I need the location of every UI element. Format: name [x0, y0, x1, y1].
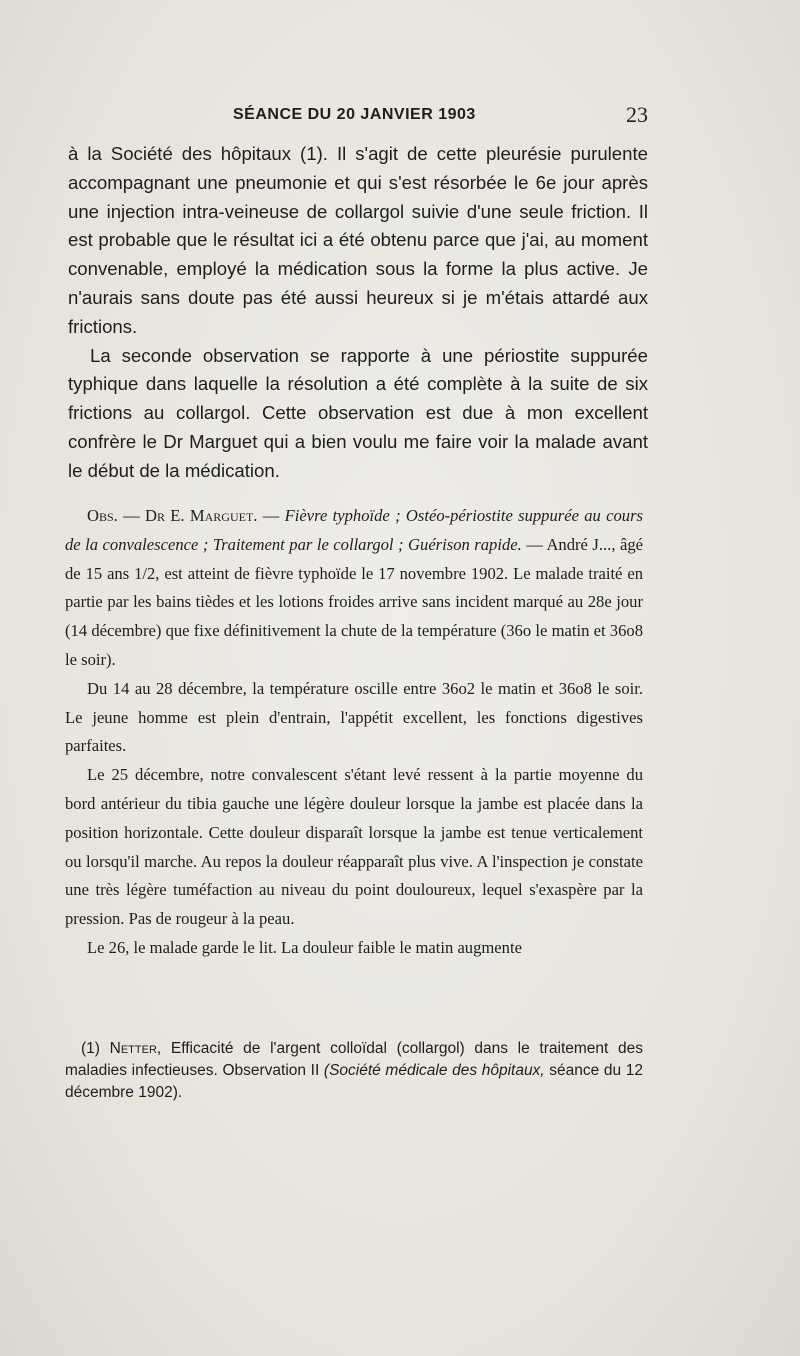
obs-label: Obs.	[87, 506, 118, 525]
footnote	[65, 1038, 643, 1104]
paragraph: à la Société des hôpitaux (1). Il s'agit de cette pleurésie purulente accompagnant une pneumonie et qui s'est résorbée le 6e jour après une injection intra-veineuse de collargol suivie d'une seule friction. Il est probable que le résultat ici a été obtenu parce que j'ai, au moment convenable, employé la médication sous la forme la plus active. Je n'aurais sans doute pas été aussi heureux si je m'étais attardé aux frictions.	[68, 143, 648, 337]
paragraph: Le 26, le malade garde le lit. La douleur faible le matin augmente	[87, 937, 522, 957]
page-number: 23	[626, 102, 648, 127]
running-header	[68, 100, 648, 130]
obs-author: Dr E. Marguet.	[145, 506, 258, 525]
paragraph: Le 25 décembre, notre convalescent s'étant levé ressent à la partie moyenne du bord antérieur du tibia gauche une légère douleur lorsque la jambe est placée dans la position horizontale. Cette douleur disparaît lorsque la jambe est tenue verticalement ou lorsqu'il marche. Au repos la douleur réapparaît plus vive. A l'inspection je constate une très légère tuméfaction au niveau du point douloureux, lequel s'exaspère par la pression. Pas de rougeur à la peau.	[65, 765, 643, 929]
footnote-author: Netter,	[109, 1040, 162, 1057]
footnote-end: séance du 12 décembre 1902).	[65, 1062, 643, 1101]
footnote-paragraph	[65, 1038, 643, 1104]
observation-section	[65, 502, 643, 963]
footnote-marker: (1)	[81, 1040, 100, 1057]
paragraph: La seconde observation se rapporte à une périostite suppurée typhique dans laquelle la résolution a été complète à la suite de six frictions au collargol. Cette observation est due à mon excellent confrère le Dr Marguet qui a bien voulu me faire voir la malade avant le début de la médication.	[68, 344, 648, 481]
paragraph: Du 14 au 28 décembre, la température oscille entre 36o2 le matin et 36o8 le soir. Le jeune homme est plein d'entrain, l'appétit excellent, les fonctions digestives parfaites.	[65, 678, 643, 756]
observation-heading-paragraph: Obs. — Dr E. Marguet. — Fièvre typhoïde ; Ostéo-périostite suppurée au cours de la convalescence ; Traitement par le collargol ; Guérison rapide. — André J..., âgé de 15 ans 1/2, est atteint de fièvre typhoïde le 17 novembre 1902. Le malade traité en partie par les bains tièdes et les lotions froides arrive sans incident marqué au 28e jour (14 décembre) que fixe définitivement la chute de la température (36o le matin et 36o8 le soir).	[65, 506, 644, 669]
obs-text: — André J..., âgé de 15 ans 1/2, est atteint de fièvre typhoïde le 17 novembre 1902. Le malade traité en partie par les bains tièdes et les lotions froides arrive sans incident marqué au 28e jour (14 décembre) que fixe définitivement la chute de la température (36o le matin et 36o8 le soir).	[65, 534, 643, 669]
footnote-source: (Société médicale des hôpitaux,	[323, 1062, 545, 1079]
header-title: SÉANCE DU 20 JANVIER 1903	[233, 106, 476, 123]
obs-title: Fièvre typhoïde ; Ostéo-périostite suppurée au cours de la convalescence ; Traitement par le collargol ; Guérison rapide.	[65, 506, 644, 554]
footnote-text: Efficacité de l'argent colloïdal (collargol) dans le traitement des maladies infectieuses. Observation II	[65, 1040, 644, 1079]
main-text	[68, 140, 648, 486]
